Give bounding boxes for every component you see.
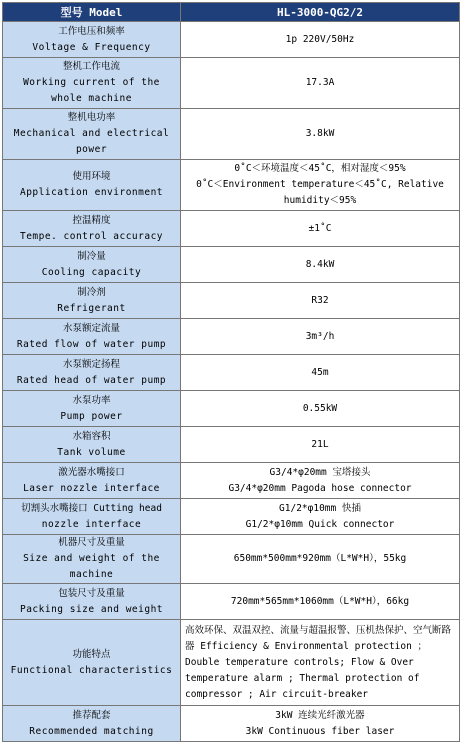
value-line: 21L bbox=[311, 438, 329, 450]
row-label bbox=[3, 499, 181, 535]
label-zh: 推荐配套 bbox=[72, 709, 111, 721]
spec-row-pump-power bbox=[3, 391, 460, 427]
row-value bbox=[181, 706, 460, 742]
label-en: Functional characteristics bbox=[10, 664, 173, 676]
row-label bbox=[3, 319, 181, 355]
label-zh: 水箱容积 bbox=[72, 430, 111, 442]
row-label bbox=[3, 247, 181, 283]
value-line: 17.3A bbox=[305, 77, 335, 88]
value-line: 3kW 连续光纤激光器 bbox=[275, 709, 365, 721]
row-label bbox=[3, 620, 181, 706]
label-zh: 使用环境 bbox=[72, 171, 111, 182]
label-en: Laser nozzle interface bbox=[23, 482, 160, 494]
row-label bbox=[3, 535, 181, 584]
row-value bbox=[181, 319, 460, 355]
label-zh: 控温精度 bbox=[72, 214, 111, 226]
value-line: 8.4kW bbox=[305, 258, 335, 270]
label-en: Cooling capacity bbox=[41, 266, 142, 278]
spec-row-voltage bbox=[3, 22, 460, 58]
value-line: 650mm*500mm*920mm（L*W*H），55kg bbox=[233, 553, 407, 564]
spec-row-head bbox=[3, 355, 460, 391]
row-value bbox=[181, 391, 460, 427]
spec-table bbox=[2, 2, 460, 742]
spec-row-features bbox=[3, 620, 460, 706]
row-label bbox=[3, 355, 181, 391]
value-line: G3/4*φ20mm Pagoda hose connector bbox=[228, 482, 412, 494]
spec-row-power bbox=[3, 109, 460, 160]
header-model-value: HL-3000-QG2/2 bbox=[181, 3, 460, 22]
value-line: 720mm*565mm*1060mm（L*W*H），66kg bbox=[230, 595, 410, 607]
row-value bbox=[181, 355, 460, 391]
value-line: ±1˚C bbox=[308, 222, 332, 234]
value-paragraph: 高效环保、双温双控、流量与超温报警、压机热保护、空气断路器 Efficiency & Environmental protection ； Double temperature controls; Flow & Over temperature alarm ; Thermal protection of compressor ; Air circuit-breaker bbox=[185, 624, 452, 700]
spec-row-environment bbox=[3, 160, 460, 211]
row-label bbox=[3, 160, 181, 211]
value-line: 3kW Continuous fiber laser bbox=[245, 725, 395, 737]
label-zh: 激光器水嘴接口 bbox=[58, 466, 125, 478]
label-en: Rated flow of water pump bbox=[16, 338, 167, 350]
value-line: 1p 220V/50Hz bbox=[285, 33, 355, 45]
row-value bbox=[181, 463, 460, 499]
label-zh: 切割头水嘴接口 Cutting head bbox=[21, 502, 162, 514]
label-zh: 水泵额定流量 bbox=[62, 322, 120, 334]
label-en: Refrigerant bbox=[57, 302, 126, 314]
row-label bbox=[3, 109, 181, 160]
spec-row-cutting-nozzle bbox=[3, 499, 460, 535]
label-en: Recommended matching bbox=[29, 725, 154, 737]
value-line: R32 bbox=[311, 294, 329, 306]
row-value bbox=[181, 22, 460, 58]
spec-row-packing-size bbox=[3, 584, 460, 620]
label-en: Rated head of water pump bbox=[16, 374, 167, 386]
row-value bbox=[181, 58, 460, 109]
label-zh: 工作电压和频率 bbox=[58, 25, 125, 37]
row-value bbox=[181, 427, 460, 463]
spec-row-flow bbox=[3, 319, 460, 355]
row-label bbox=[3, 22, 181, 58]
row-label bbox=[3, 427, 181, 463]
label-zh: 制冷剂 bbox=[77, 286, 106, 298]
row-value bbox=[181, 109, 460, 160]
label-zh: 包装尺寸及重量 bbox=[58, 587, 125, 599]
row-label bbox=[3, 706, 181, 742]
label-zh: 水泵额定扬程 bbox=[62, 358, 120, 370]
row-label bbox=[3, 211, 181, 247]
spec-row-cooling bbox=[3, 247, 460, 283]
label-en: Packing size and weight bbox=[19, 603, 164, 615]
spec-row-machine-size bbox=[3, 535, 460, 584]
label-zh: 机器尺寸及重量 bbox=[58, 537, 125, 548]
row-value bbox=[181, 535, 460, 584]
row-value bbox=[181, 247, 460, 283]
value-line: 45m bbox=[311, 366, 329, 378]
label-en: nozzle interface bbox=[41, 518, 142, 530]
label-en: Working current of the whole machine bbox=[23, 77, 160, 104]
header-row bbox=[3, 3, 460, 22]
label-en: Tempe. control accuracy bbox=[19, 230, 164, 242]
spec-row-refrigerant bbox=[3, 283, 460, 319]
row-value bbox=[181, 620, 460, 706]
label-en: Application environment bbox=[19, 187, 164, 198]
label-en: Mechanical and electrical power bbox=[13, 128, 170, 155]
row-value bbox=[181, 499, 460, 535]
row-label bbox=[3, 283, 181, 319]
label-zh: 整机工作电流 bbox=[62, 61, 120, 72]
value-line: 3m³/h bbox=[305, 330, 335, 342]
value-line: 0.55kW bbox=[302, 402, 338, 414]
value-line: G1/2*φ10mm 快插 bbox=[279, 502, 361, 514]
header-model-label: 型号 Model bbox=[3, 3, 181, 22]
spec-row-recommended bbox=[3, 706, 460, 742]
label-zh: 水泵功率 bbox=[72, 394, 111, 406]
label-en: Tank volume bbox=[57, 446, 126, 458]
value-line: G1/2*φ10mm Quick connector bbox=[245, 518, 395, 530]
row-label bbox=[3, 58, 181, 109]
label-zh: 功能特点 bbox=[72, 648, 111, 660]
row-label bbox=[3, 463, 181, 499]
label-zh: 整机电功率 bbox=[67, 112, 116, 123]
row-value bbox=[181, 211, 460, 247]
value-line: 0˚C＜Environment temperature＜45˚C, Relative humidity＜95% bbox=[196, 179, 444, 206]
label-en: Size and weight of the machine bbox=[23, 553, 160, 580]
row-value bbox=[181, 160, 460, 211]
spec-row-accuracy bbox=[3, 211, 460, 247]
row-value bbox=[181, 584, 460, 620]
value-line: 3.8kW bbox=[305, 128, 335, 139]
label-en: Voltage & Frequency bbox=[32, 41, 151, 53]
value-line: G3/4*φ20mm 宝塔接头 bbox=[269, 466, 371, 478]
value-line: 0˚C＜环境温度＜45˚C，相对湿度＜95% bbox=[234, 163, 406, 174]
spec-row-tank bbox=[3, 427, 460, 463]
row-label bbox=[3, 584, 181, 620]
row-label bbox=[3, 391, 181, 427]
spec-row-current bbox=[3, 58, 460, 109]
label-en: Pump power bbox=[60, 410, 123, 422]
spec-row-laser-nozzle bbox=[3, 463, 460, 499]
row-value bbox=[181, 283, 460, 319]
label-zh: 制冷量 bbox=[77, 250, 106, 262]
